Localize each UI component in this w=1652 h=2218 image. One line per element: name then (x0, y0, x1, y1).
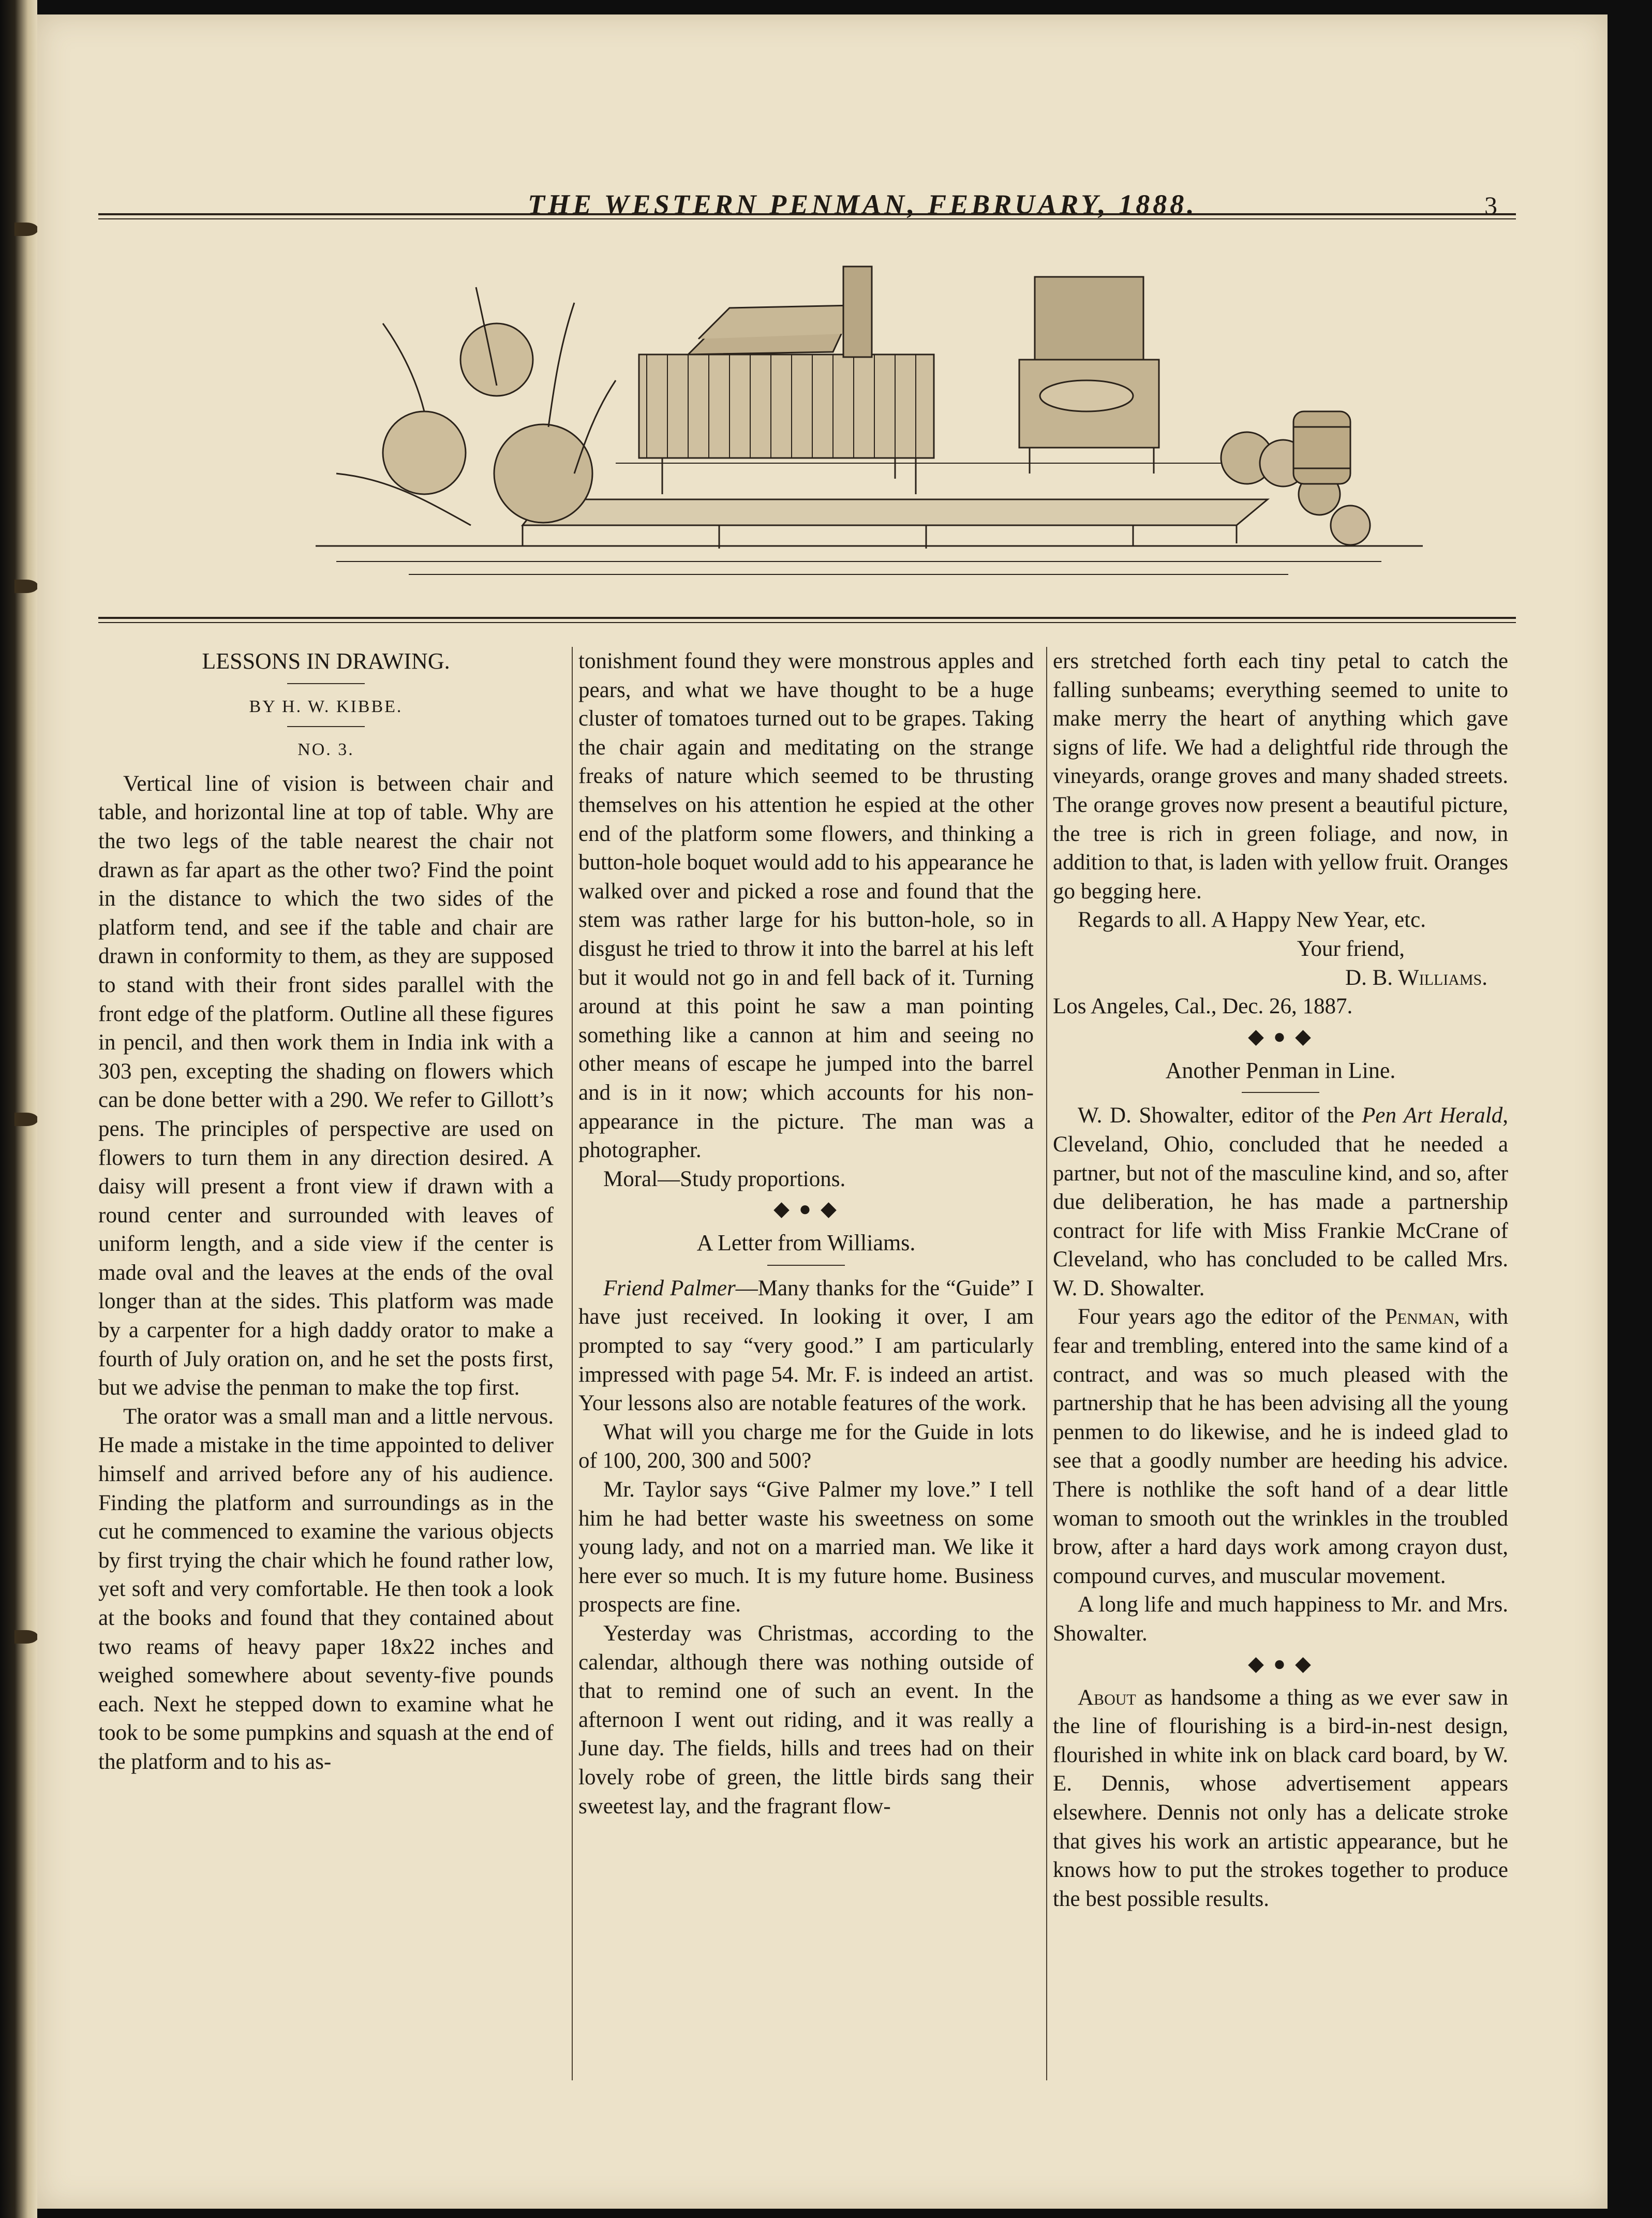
engraving-illustration (254, 256, 1454, 593)
paragraph: tonishment found they were monstrous apples and pears, and what we have thought to be a huge cluster of tomatoes turned out to be grapes. Taking the chair again and meditating on the strange freaks of nature which seemed to be thrusting themselves on his attention he espied at the other end of the platform some flowers, and thinking a button-hole boquet would add to his appearance he walked over and picked a rose and found that the stem was rather large for his button-hole, so in disgust he tried to throw it into the barrel at his left but it would not go in and fell back of it. Turning around at this point he saw a man pointing something like a cannon at him and seeing no other means of escape he jumped into the barrel and is in it now; which accounts for his non-appearance in the picture. The man was a photographer. (578, 649, 1034, 1163)
paragraph: A long life and much happiness to Mr. and Mrs. Showalter. (1053, 1592, 1508, 1646)
section-rule (98, 617, 1516, 623)
closing: Your friend, (1297, 936, 1405, 961)
binding-clip (14, 223, 38, 236)
column-2 (578, 647, 1034, 1821)
fruit-and-barrel (1221, 411, 1370, 545)
place-date: Los Angeles, Cal., Dec. 26, 1887. (1053, 994, 1353, 1019)
divider (287, 683, 365, 684)
paragraph (1053, 1683, 1508, 1914)
paragraph (1053, 1303, 1508, 1590)
ornament-divider: ◆ ● ◆ (1248, 1024, 1313, 1048)
table (639, 354, 934, 494)
paragraph: Mr. Taylor says “Give Palmer my love.” I tell him he had better waste his sweetness on some young lady, and not on a married man. We like it here ever so much. It is my future home. Business prospects are fine. (578, 1477, 1034, 1617)
paragraph: The orator was a small man and a little nervous. He made a mistake in the time appointed to deliver himself and arrived before any of his audience. Finding the platform and surroundings as in the cut he commenced to examine the various objects by first trying the chair which he found rather low, yet soft and very comfortable. He then took a look at the books and found that they contained about two reams of heavy paper 18x22 inches and weighed somewhere about seventy-five pounds each. Next he stepped down to examine what he took to be some pumpkins and squash at the end of the platform and to his as- (98, 1404, 554, 1774)
article-byline: BY H. W. KIBBE. (249, 697, 403, 716)
paragraph-text: , Cleveland, Ohio, concluded that he needed a partner, but not of the masculine kind, and so, after due deliberation, he has made a partnership contract for life with Miss Frankie McCrane of Cleveland, who has concluded to be called Mrs. W. D. Showalter. (1053, 1103, 1508, 1300)
ornament-divider: ◆ ● ◆ (773, 1197, 839, 1221)
paragraph (578, 1274, 1034, 1418)
header-rule (98, 213, 1516, 219)
paragraph-text: , with fear and trembling, entered into the same kind of a contract, and was so much pleased with the partnership that he has been advising all the young penmen to do likewise, and he is indeed glad to see that a goodly number are heeding his advice. There is nothlike the soft hand of a dear little woman to smooth out the wrinkles in the troubled brow, after a hard days work among crayon dust, compound curves, and muscular movement. (1053, 1305, 1508, 1588)
column-3 (1053, 647, 1508, 1913)
paragraph: What will you charge me for the Guide in lots of 100, 200, 300 and 500? (578, 1419, 1034, 1473)
header-title: THE WESTERN PENMAN, FEBRUARY, 1888. (528, 189, 1197, 220)
paragraph (1053, 1101, 1508, 1303)
article-heading: Another Penman in Line. (1165, 1057, 1396, 1083)
publication-name: Penman (1385, 1305, 1454, 1329)
paragraph: ers stretched forth each tiny petal to catch the falling sunbeams; everything seemed to unite to make merry the heart of anything which gave signs of life. We had a delightful ride through the vineyards, orange groves and many shaded streets. The orange groves now present a beautiful picture, the tree is rich in green foliage, and now, in addition to that, is laden with yellow fruit. Oranges go begging here. (1053, 649, 1508, 904)
signature: D. B. Williams. (1345, 965, 1487, 990)
regards-line: Regards to all. A Happy New Year, etc. (1078, 908, 1426, 933)
column-rule (572, 647, 573, 2080)
ornament-divider: ◆ ● ◆ (1248, 1651, 1313, 1675)
paragraph-text: as handsome a thing as we ever saw in the line of flourishing is a bird-in-nest design, flourished in white ink on black card board, by W. E. Dennis, whose advertisement appears elsewhere. Dennis not only has a delicate stroke that gives his work an artistic appearance, but he knows how to put the strokes together to produce the best possible results. (1053, 1685, 1508, 1911)
paragraph-text: —Many thanks for the “Guide” I have just received. In looking it over, I am prompted to say “very good.” I am particularly impressed with page 54. Mr. F. is indeed an artist. Your lessons also are notable features of the work. (578, 1276, 1034, 1416)
column-rule (1046, 647, 1047, 2080)
divider (1242, 1092, 1319, 1093)
binding-clip (14, 580, 38, 593)
lead-word: About (1078, 1685, 1136, 1710)
binding-clip (14, 1630, 38, 1644)
article-heading: LESSONS IN DRAWING. (202, 648, 450, 674)
ground-hatching (316, 546, 1423, 574)
binding-clip (14, 1113, 38, 1126)
books (688, 267, 872, 357)
flowers-cluster (336, 287, 616, 525)
column-1 (98, 647, 554, 1777)
book-spine (0, 0, 37, 2218)
paragraph: Vertical line of vision is between chair and table, and horizontal line at top of table. Why are the two legs of the table nearest the chair not drawn as far apart as the other two? Find the point in the distance to which the two sides of the platform tend, and see if the table and chair are drawn in conformity to them, as they are supposed to stand with their front sides parallel with the front edge of the platform. Outline all these figures in pencil, and then work them in India ink with a 303 pen, excepting the shading on flowers which can be done better with a 290. We refer to Gillott’s pens. The principles of perspective are used on flowers to turn them in any direction desired. A daisy will present a front view if drawn with a round center and surrounded with leaves of uniform length, and a side view if the center is made oval and the leaves at the ends of the oval longer than at the sides. This platform was made by a carpenter for a high daddy orator to make a fourth of July oration on, and he set the posts first, but we advise the penman to make the top first. (98, 771, 554, 1400)
paragraph-text: W. D. Showalter, editor of the (1078, 1103, 1362, 1128)
lesson-number: NO. 3. (297, 740, 354, 760)
divider (287, 726, 365, 727)
salutation: Friend Palmer (603, 1276, 736, 1300)
paragraph: Yesterday was Christmas, according to the calendar, although there was nothing outside of that to remind one of such an event. In the afternoon I went out riding, and it was really a June day. The fields, hills and trees had on their lovely robe of green, the little birds sang their sweetest lay, and the fragrant flow- (578, 1621, 1034, 1818)
paragraph-text: Four years ago the editor of the (1078, 1305, 1385, 1329)
page-number: 3 (1484, 191, 1500, 220)
armchair (1019, 277, 1159, 474)
publication-name: Pen Art Herald (1362, 1103, 1503, 1128)
article-heading: A Letter from Williams. (696, 1230, 916, 1256)
moral-line: Moral—Study proportions. (603, 1166, 846, 1191)
divider (767, 1265, 845, 1266)
